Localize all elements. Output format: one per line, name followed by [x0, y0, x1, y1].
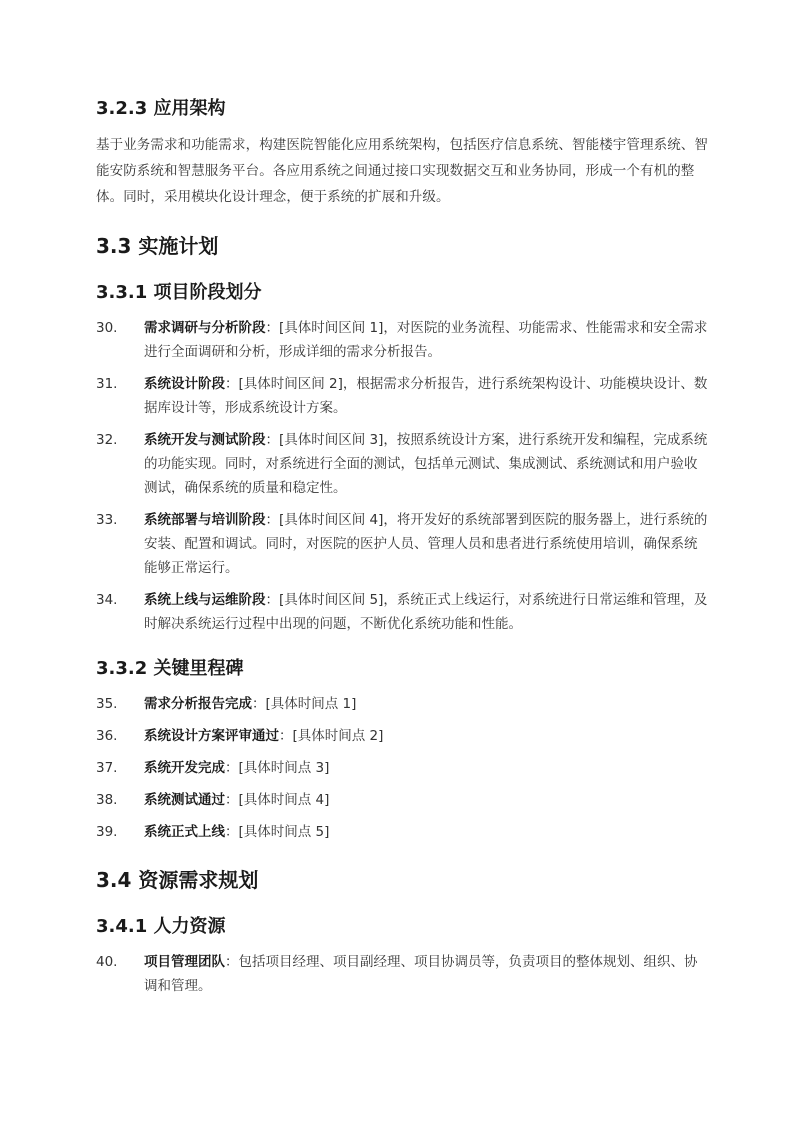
item-text: [具体时间区间 1]，对医院的业务流程、功能需求、性能需求和安全需求进行全面调研和分析，形成详细的需求分析报告。	[144, 320, 708, 360]
list-item	[96, 316, 708, 364]
item-separator: ：	[225, 760, 239, 776]
item-term: 需求分析报告完成	[144, 696, 252, 712]
item-text: [具体时间区间 3]，按照系统设计方案，进行系统开发和编程，完成系统的功能实现。同时，对系统进行全面的测试，包括单元测试、集成测试、系统测试和用户验收测试，确保系统的质量和稳定性。	[144, 432, 708, 496]
item-separator: ：	[225, 824, 239, 840]
list-item	[96, 692, 708, 716]
item-separator: ：	[225, 954, 239, 970]
item-term: 系统设计方案评审通过	[144, 728, 279, 744]
list-item	[96, 372, 708, 420]
item-text: [具体时间点 1]	[265, 696, 357, 712]
list-item	[96, 508, 708, 580]
heading-3-4: 3.4 资源需求规划	[96, 868, 259, 892]
item-term: 项目管理团队	[144, 954, 225, 970]
list-item	[96, 820, 708, 844]
item-term: 系统开发完成	[144, 760, 225, 776]
heading-3-3: 3.3 实施计划	[96, 234, 219, 258]
item-separator: ：	[265, 512, 279, 528]
item-text: 包括项目经理、项目副经理、项目协调员等，负责项目的整体规划、组织、协调和管理。	[144, 954, 698, 994]
list-item	[96, 428, 708, 500]
heading-3-3-1: 3.3.1 项目阶段划分	[96, 282, 262, 303]
phase-list	[96, 316, 708, 636]
item-term: 系统开发与测试阶段	[144, 432, 266, 448]
heading-3-3-2: 3.3.2 关键里程碑	[96, 658, 244, 679]
heading-3-2-3: 3.2.3 应用架构	[96, 98, 226, 119]
item-separator: ：	[265, 320, 279, 336]
milestone-list	[96, 692, 708, 844]
list-number: 31.	[96, 376, 118, 392]
list-number: 35.	[96, 696, 118, 712]
list-item	[96, 788, 708, 812]
list-number: 38.	[96, 792, 118, 808]
item-separator: ：	[279, 728, 293, 744]
list-number: 39.	[96, 824, 118, 840]
item-separator: ：	[225, 376, 239, 392]
item-separator: ：	[225, 792, 239, 808]
list-number: 40.	[96, 954, 118, 970]
list-number: 34.	[96, 592, 118, 608]
item-term: 系统测试通过	[144, 792, 225, 808]
list-number: 32.	[96, 432, 118, 448]
document-content	[96, 96, 708, 998]
list-item	[96, 724, 708, 748]
item-term: 系统设计阶段	[144, 376, 225, 392]
item-separator: ：	[265, 592, 279, 608]
item-text: [具体时间点 4]	[238, 792, 330, 808]
item-text: [具体时间点 2]	[292, 728, 384, 744]
item-separator: ：	[252, 696, 266, 712]
list-number: 37.	[96, 760, 118, 776]
item-text: [具体时间区间 5]，系统正式上线运行，对系统进行日常运维和管理，及时解决系统运行过程中出现的问题，不断优化系统功能和性能。	[144, 592, 708, 632]
item-term: 系统正式上线	[144, 824, 225, 840]
item-term: 系统部署与培训阶段	[144, 512, 266, 528]
item-text: [具体时间点 3]	[238, 760, 330, 776]
resource-list	[96, 950, 708, 998]
list-item	[96, 588, 708, 636]
item-separator: ：	[265, 432, 279, 448]
item-text: [具体时间区间 2]，根据需求分析报告，进行系统架构设计、功能模块设计、数据库设计等，形成系统设计方案。	[144, 376, 708, 416]
item-text: [具体时间区间 4]，将开发好的系统部署到医院的服务器上，进行系统的安装、配置和调试。同时，对医院的医护人员、管理人员和患者进行系统使用培训，确保系统能够正常运行。	[144, 512, 708, 576]
list-item	[96, 756, 708, 780]
item-term: 系统上线与运维阶段	[144, 592, 266, 608]
paragraph-application-architecture: 基于业务需求和功能需求，构建医院智能化应用系统架构，包括医疗信息系统、智能楼宇管理系统、智能安防系统和智慧服务平台。各应用系统之间通过接口实现数据交互和业务协同，形成一个有机的整体。同时，采用模块化设计理念，便于系统的扩展和升级。	[96, 137, 708, 205]
list-number: 30.	[96, 320, 118, 336]
list-number: 36.	[96, 728, 118, 744]
list-number: 33.	[96, 512, 118, 528]
item-text: [具体时间点 5]	[238, 824, 330, 840]
heading-3-4-1: 3.4.1 人力资源	[96, 916, 226, 937]
item-term: 需求调研与分析阶段	[144, 320, 266, 336]
list-item	[96, 950, 708, 998]
